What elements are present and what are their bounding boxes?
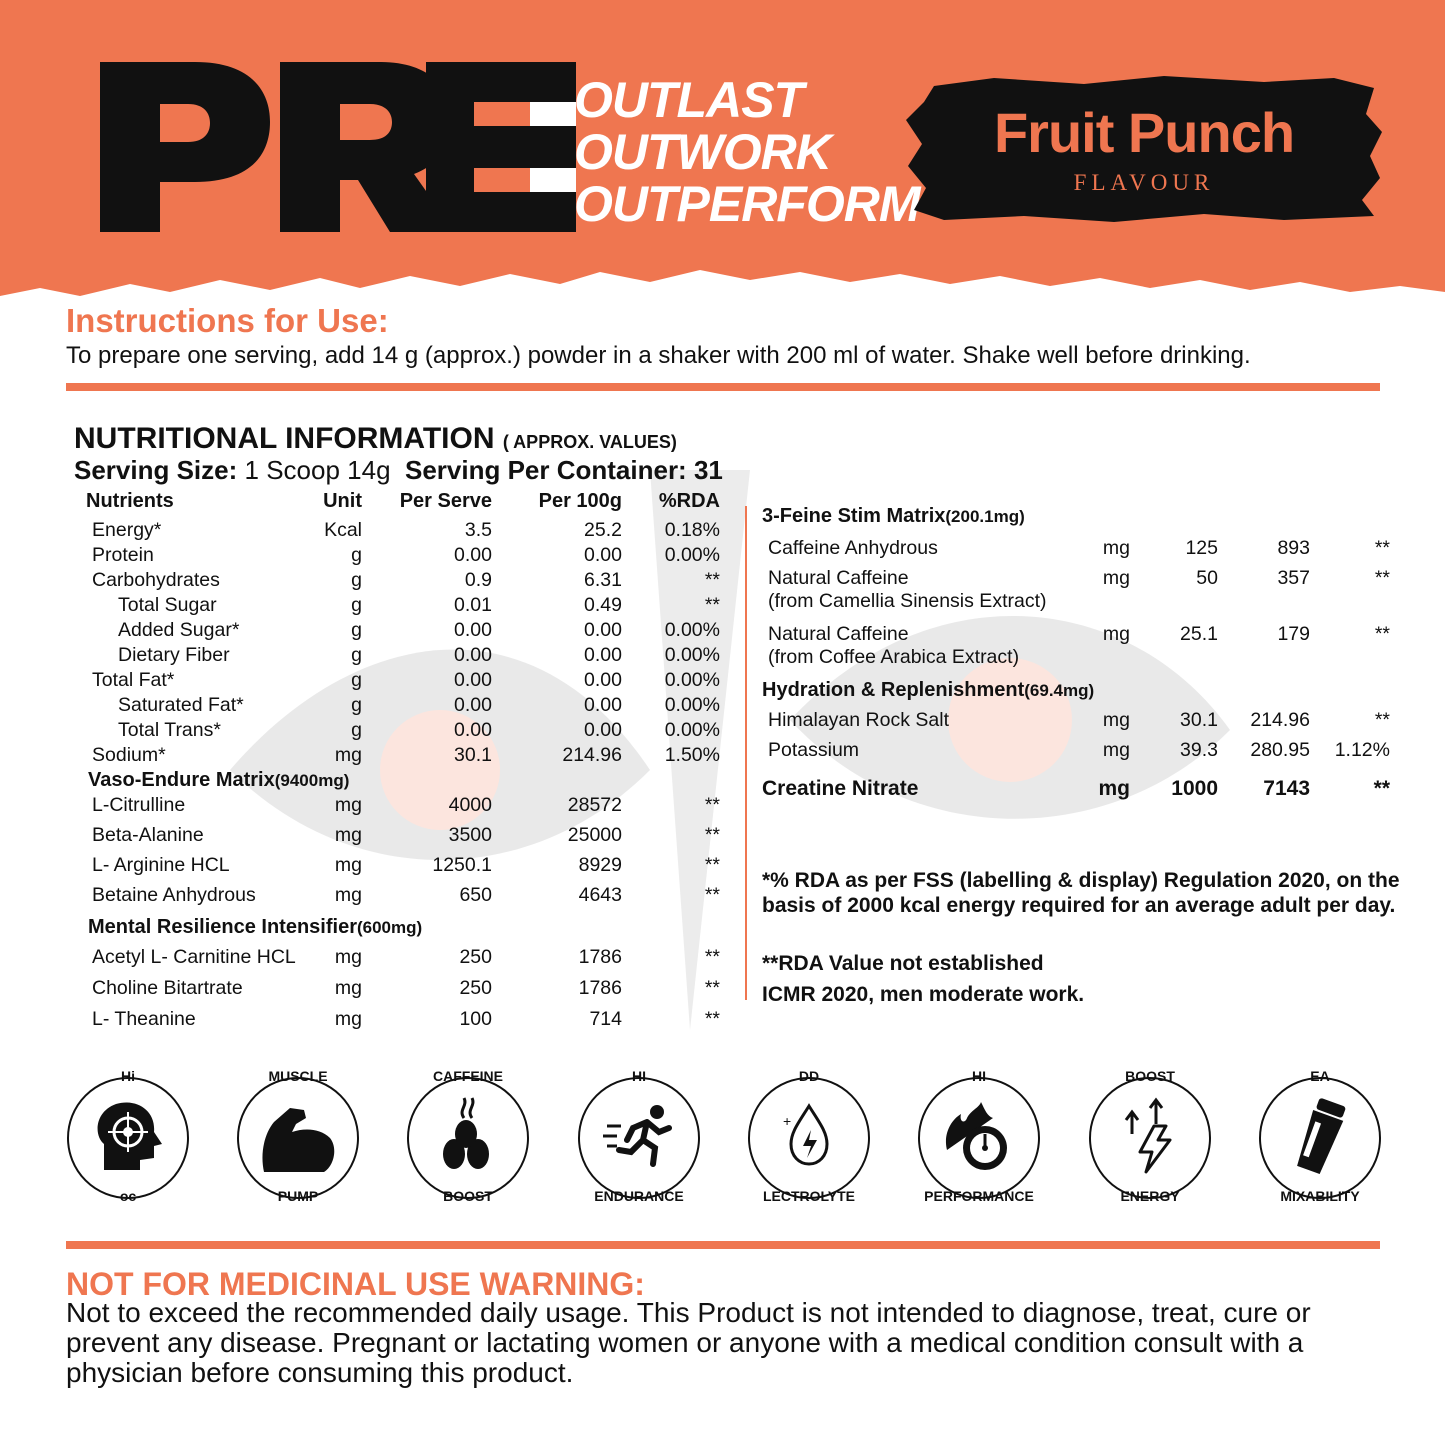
nutrient-rda: ** [1374, 623, 1390, 645]
stim-amount: (200.1mg) [945, 507, 1025, 526]
table-header [86, 490, 726, 515]
table-row [760, 739, 1400, 777]
serving-info [74, 455, 723, 486]
nutrient-name: Energy* [92, 519, 162, 541]
section-title [762, 505, 1025, 528]
nutrient-unit: g [351, 694, 362, 716]
divider-top [66, 383, 1380, 391]
nutrient-per-100g: 214.96 [562, 744, 622, 766]
nutrient-per-serve: 250 [459, 977, 492, 999]
nutrition-title [74, 422, 677, 456]
flavour-label: FLAVOUR [1073, 170, 1215, 195]
badge-bottom-label: MIXABILITY [1280, 1188, 1360, 1204]
badge-bottom-label: ENERGY [1120, 1188, 1180, 1204]
nutrient-unit: g [351, 594, 362, 616]
table-row [86, 946, 726, 977]
nutrient-per-serve: 3.5 [464, 519, 492, 541]
nutrient-unit: mg [334, 946, 362, 968]
nutrient-rda: ** [1374, 537, 1390, 559]
nutrient-rda: ** [704, 594, 720, 616]
flavour-name: Fruit Punch [993, 101, 1295, 164]
header-rda: %RDA [658, 490, 720, 512]
serving-size-value: 1 Scoop 14g [244, 455, 391, 485]
servings-label: Serving Per Container: [404, 455, 687, 485]
svg-text:+: + [783, 1113, 792, 1129]
shaker-bottle-icon [1256, 1074, 1384, 1202]
nutrient-unit: mg [1098, 777, 1130, 800]
nutrient-per-100g: 8929 [578, 854, 622, 876]
nutrient-unit: Kcal [324, 519, 362, 541]
section-title [762, 679, 1094, 702]
nutrient-per-100g: 280.95 [1250, 739, 1310, 761]
nutrient-unit: mg [334, 824, 362, 846]
nutrient-rda: ** [704, 794, 720, 816]
nutrient-rda: ** [704, 946, 720, 968]
nutrient-unit: g [351, 569, 362, 591]
badge-top-label: DD [798, 1068, 820, 1084]
header-nutrients: Nutrients [86, 490, 174, 512]
nutrient-per-serve: 100 [459, 1008, 492, 1030]
table-row [86, 854, 726, 884]
mental-amount: (600mg) [356, 918, 423, 937]
badge-muscle-pump [234, 1068, 362, 1204]
nutrient-rda: ** [704, 854, 720, 876]
nutrient-name-source: (from Camellia Sinensis Extract) [768, 590, 1047, 612]
section-hydration [760, 679, 1400, 709]
table-row [86, 824, 726, 854]
nutrient-name: Acetyl L- Carnitine HCL [92, 946, 296, 968]
table-row [760, 537, 1400, 567]
nutrient-per-100g: 214.96 [1250, 709, 1310, 731]
nutrient-name: Creatine Nitrate [762, 777, 919, 800]
nutrient-per-serve: 4000 [448, 794, 492, 816]
table-row [86, 884, 726, 914]
column-divider [745, 506, 747, 1000]
table-row [86, 744, 726, 769]
nutrient-per-serve: 30.1 [454, 744, 492, 766]
nutrient-unit: mg [1102, 537, 1130, 559]
nutrient-name: Protein [92, 544, 154, 566]
nutrition-title-text: NUTRITIONAL INFORMATION [74, 422, 495, 455]
badge-top-label: EA [1310, 1068, 1330, 1084]
nutrient-name [768, 623, 1019, 669]
instructions-text: To prepare one serving, add 14 g (approx.) powder in a shaker with 200 ml of water. Shake well before drinking. [66, 342, 1251, 369]
header-banner [0, 0, 1445, 300]
badge-bottom-label: oc [119, 1188, 137, 1204]
nutrient-name: Carbohydrates [92, 569, 220, 591]
nutrient-unit: mg [334, 794, 362, 816]
nutrient-name: Sodium* [92, 744, 166, 766]
nutrient-per-serve: 125 [1185, 537, 1218, 559]
badge-top-label: CAFFEINE [433, 1068, 503, 1084]
header-per-serve: Per Serve [399, 490, 492, 512]
table-row [760, 709, 1400, 739]
coffee-bean-icon [404, 1074, 532, 1202]
badge-endurance [575, 1068, 703, 1204]
nutrient-unit: mg [1102, 739, 1130, 761]
nutrient-per-serve: 0.00 [454, 619, 492, 641]
nutrient-per-100g: 0.00 [584, 719, 622, 741]
nutrient-name: Choline Bitartrate [92, 977, 243, 999]
nutrient-per-serve: 50 [1196, 567, 1218, 589]
nutrition-title-note: ( APPROX. VALUES) [502, 432, 677, 452]
hydration-amount: (69.4mg) [1024, 681, 1095, 700]
nutrient-name-source: (from Coffee Arabica Extract) [768, 646, 1020, 668]
section-vaso-endure [86, 769, 726, 794]
nutrient-name [768, 567, 1046, 613]
nutrient-per-100g: 0.49 [584, 594, 622, 616]
nutrient-name: Total Trans* [118, 719, 221, 741]
nutrient-unit: g [351, 619, 362, 641]
table-row [86, 719, 726, 744]
nutrient-per-serve: 39.3 [1180, 739, 1218, 761]
nutrition-table-left [86, 490, 726, 1039]
nutrient-rda: ** [704, 884, 720, 906]
nutrient-per-serve: 250 [459, 946, 492, 968]
nutrient-per-100g: 0.00 [584, 669, 622, 691]
nutrient-unit: g [351, 644, 362, 666]
nutrient-unit: mg [334, 744, 362, 766]
nutrient-rda: ** [1373, 777, 1390, 800]
section-stim-matrix [760, 505, 1400, 537]
nutrient-per-serve: 650 [459, 884, 492, 906]
running-man-icon [575, 1074, 703, 1202]
nutrient-per-100g: 1786 [578, 977, 622, 999]
rda-not-established-note: **RDA Value not established [762, 952, 1044, 975]
nutrient-per-serve: 0.01 [454, 594, 492, 616]
badge-focus [64, 1068, 192, 1204]
rda-basis-note: *% RDA as per FSS (labelling & display) Regulation 2020, on the basis of 2000 kcal energy required for an average adult per day. [762, 869, 1400, 917]
nutrient-per-serve: 3500 [448, 824, 492, 846]
warning-title: NOT FOR MEDICINAL USE WARNING: [66, 1266, 645, 1302]
badge-mixability [1256, 1068, 1384, 1204]
torn-paper-edge [0, 262, 1445, 300]
nutrient-rda: 0.00% [664, 719, 720, 741]
serving-size-label: Serving Size: [74, 455, 238, 485]
badge-performance [915, 1068, 1043, 1204]
nutrient-name: Added Sugar* [118, 619, 240, 641]
nutrient-per-serve: 1250.1 [432, 854, 492, 876]
nutrient-rda: ** [704, 1008, 720, 1030]
nutrient-unit: mg [1102, 567, 1130, 589]
nutrient-per-100g: 0.00 [584, 544, 622, 566]
nutrient-unit: mg [334, 884, 362, 906]
nutrient-per-serve: 0.00 [454, 694, 492, 716]
nutrient-per-serve: 0.00 [454, 669, 492, 691]
tagline [574, 74, 920, 230]
table-row [86, 619, 726, 644]
tagline-line-1: OUTLAST [574, 72, 804, 128]
nutrient-per-100g: 893 [1277, 537, 1310, 559]
speedometer-flame-icon [915, 1074, 1043, 1202]
badge-caffeine-boost [404, 1068, 532, 1204]
table-row [86, 794, 726, 824]
lightning-arrows-icon [1086, 1074, 1214, 1202]
nutrient-per-100g: 4643 [578, 884, 622, 906]
nutrient-name: Total Sugar [118, 594, 217, 616]
nutrient-rda: 0.00% [664, 619, 720, 641]
table-row [86, 544, 726, 569]
servings-value: 31 [693, 455, 723, 485]
tagline-line-3: OUTPERFORM [574, 176, 920, 232]
nutrient-per-serve: 25.1 [1180, 623, 1218, 645]
nutrient-per-100g: 28572 [567, 794, 622, 816]
nutrient-per-serve: 0.9 [464, 569, 492, 591]
stim-title: 3-Feine Stim Matrix [762, 505, 946, 527]
badge-bottom-label: ENDURANCE [594, 1188, 684, 1204]
nutrient-rda: 0.00% [664, 694, 720, 716]
nutrient-name: Betaine Anhydrous [92, 884, 256, 906]
tagline-line-2: OUTWORK [574, 124, 831, 180]
nutrient-per-100g: 357 [1277, 567, 1310, 589]
table-row [86, 1008, 726, 1039]
instructions-title: Instructions for Use: [66, 302, 389, 339]
nutrient-per-100g: 0.00 [584, 694, 622, 716]
table-row [760, 623, 1400, 679]
nutrient-name-main: Natural Caffeine [768, 567, 909, 589]
nutrient-rda: 0.00% [664, 644, 720, 666]
head-target-icon [64, 1074, 192, 1202]
nutrient-unit: mg [1102, 709, 1130, 731]
table-row-creatine [760, 777, 1400, 807]
nutrient-unit: g [351, 544, 362, 566]
flexed-arm-icon [234, 1074, 362, 1202]
badge-top-label: Hi [121, 1068, 135, 1084]
badge-top-label: BOOST [1125, 1068, 1175, 1084]
nutrient-per-100g: 6.31 [584, 569, 622, 591]
vaso-amount: (9400mg) [274, 771, 350, 790]
table-row [86, 669, 726, 694]
nutrient-rda: ** [704, 977, 720, 999]
table-row [760, 567, 1400, 623]
table-row [86, 594, 726, 619]
badge-bottom-label: PERFORMANCE [924, 1188, 1034, 1204]
nutrient-name: L- Arginine HCL [92, 854, 230, 876]
pre-logo [100, 62, 580, 232]
mental-title: Mental Resilience Intensifier [88, 916, 357, 938]
nutrient-per-100g: 25000 [567, 824, 622, 846]
nutrient-name-main: Natural Caffeine [768, 623, 909, 645]
nutrient-rda: ** [1374, 567, 1390, 589]
table-row [86, 694, 726, 719]
nutrient-unit: mg [1102, 623, 1130, 645]
nutrient-rda: 1.12% [1334, 739, 1390, 761]
nutrient-rda: ** [704, 569, 720, 591]
badge-top-label: HI [632, 1068, 646, 1084]
vaso-title: Vaso-Endure Matrix [88, 769, 275, 791]
nutrient-rda: 0.00% [664, 544, 720, 566]
warning-text: Not to exceed the recommended daily usage. This Product is not intended to diagnose, treat, cure or prevent any disease. Pregnant or lactating women or anyone with a medical condition consult with a physician before consuming this product. [66, 1297, 1311, 1388]
nutrient-per-serve: 1000 [1171, 777, 1218, 800]
nutrient-name: Saturated Fat* [118, 694, 244, 716]
nutrient-name: L- Theanine [92, 1008, 196, 1030]
nutrient-per-100g: 0.00 [584, 644, 622, 666]
nutrient-rda: ** [704, 824, 720, 846]
table-row [86, 569, 726, 594]
water-drop-bolt-icon [745, 1074, 873, 1202]
nutrient-unit: mg [334, 1008, 362, 1030]
nutrient-name: Dietary Fiber [118, 644, 230, 666]
nutrient-per-serve: 30.1 [1180, 709, 1218, 731]
nutrient-name: Himalayan Rock Salt [768, 709, 949, 731]
badge-bottom-label: PUMP [277, 1188, 319, 1204]
badge-bottom-label: LECTROLYTE [762, 1188, 856, 1204]
nutrient-name: Potassium [768, 739, 860, 761]
badge-boost-energy [1086, 1068, 1214, 1204]
badge-top-label: MUSCLE [268, 1068, 328, 1084]
nutrient-per-100g: 179 [1277, 623, 1310, 645]
nutrient-per-100g: 7143 [1263, 777, 1310, 800]
nutrient-rda: ** [1374, 709, 1390, 731]
nutrient-per-serve: 0.00 [454, 644, 492, 666]
nutrient-unit: g [351, 719, 362, 741]
nutrition-table-right [760, 505, 1400, 807]
nutrient-per-serve: 0.00 [454, 544, 492, 566]
nutrient-per-100g: 1786 [578, 946, 622, 968]
badge-electrolyte [745, 1068, 873, 1204]
nutrient-per-serve: 0.00 [454, 719, 492, 741]
badge-top-label: HI [972, 1068, 986, 1084]
section-title [88, 916, 422, 939]
nutrient-unit: mg [334, 854, 362, 876]
table-row [86, 519, 726, 544]
hydration-title: Hydration & Replenishment [762, 679, 1025, 701]
nutrient-per-100g: 0.00 [584, 619, 622, 641]
nutrient-unit: g [351, 669, 362, 691]
nutrient-rda: 0.18% [664, 519, 720, 541]
nutrient-per-100g: 25.2 [584, 519, 622, 541]
nutrient-name: Caffeine Anhydrous [768, 537, 938, 559]
section-mental-resilience [86, 916, 726, 946]
table-row [86, 644, 726, 669]
icmr-note: ICMR 2020, men moderate work. [762, 983, 1085, 1006]
badge-bottom-label: BOOST [443, 1188, 493, 1204]
nutrient-rda: 0.00% [664, 669, 720, 691]
section-title [88, 769, 349, 792]
nutrient-name: L-Citrulline [92, 794, 186, 816]
table-row [86, 977, 726, 1008]
nutrient-rda: 1.50% [664, 744, 720, 766]
divider-bottom [66, 1241, 1380, 1249]
nutrient-per-100g: 714 [589, 1008, 622, 1030]
nutrient-name: Total Fat* [92, 669, 175, 691]
header-per-100g: Per 100g [538, 490, 622, 512]
nutrient-name: Beta-Alanine [92, 824, 204, 846]
nutrient-unit: mg [334, 977, 362, 999]
header-unit: Unit [323, 490, 362, 512]
